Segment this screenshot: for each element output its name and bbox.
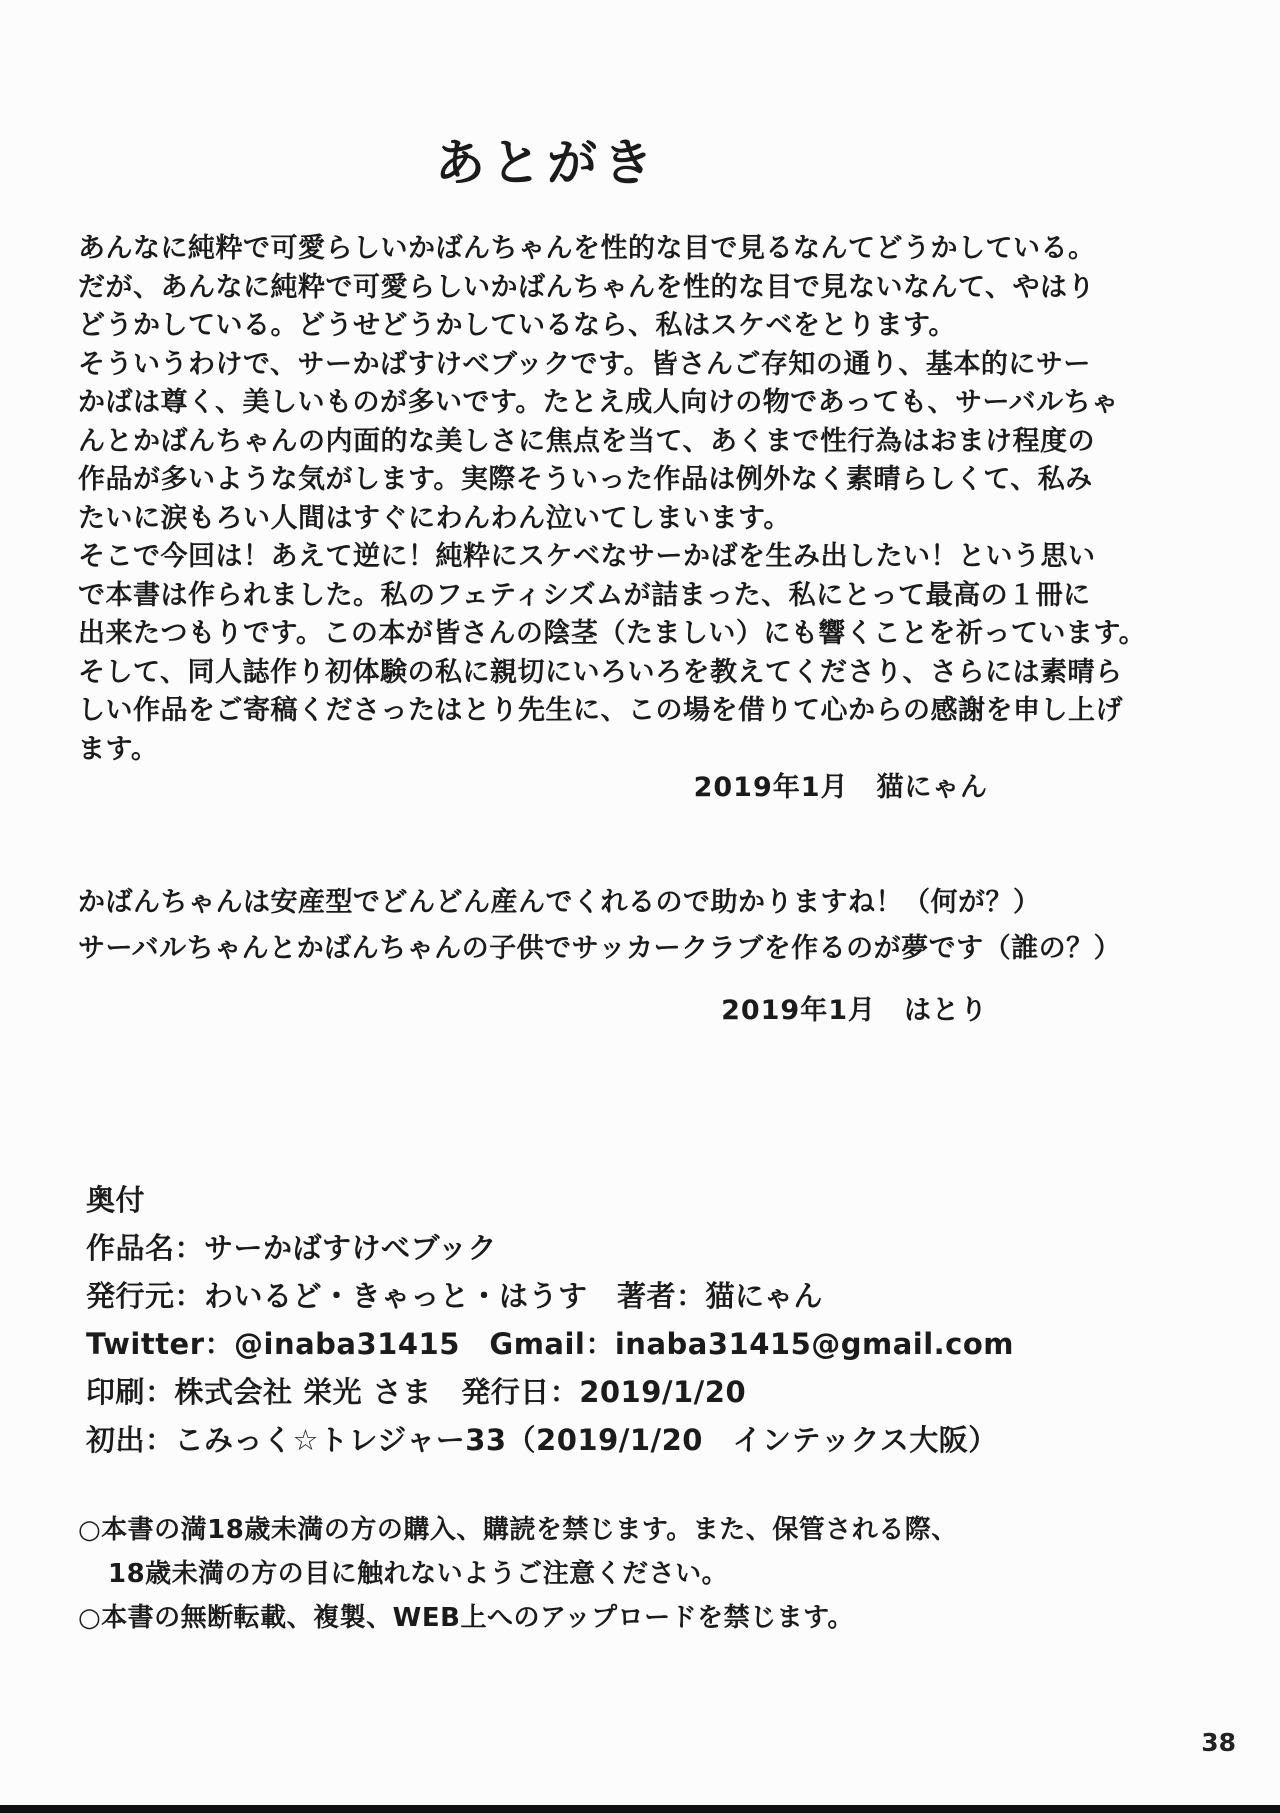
colophon	[78, 1176, 1016, 1464]
afterword-line: そういうわけで、サーかばすけべブックです。皆さんご存知の通り、基本的にサー	[78, 348, 1091, 380]
page-content	[78, 0, 1147, 1640]
afterword-line: んとかばんちゃんの内面的な美しさに焦点を当て、あくまで性行為はおまけ程度の	[78, 425, 1095, 457]
afterword-paragraph	[78, 230, 1147, 769]
afterword-line: そして、同人誌作り初体験の私に親切にいろいろを教えてくださり、さらには素晴ら	[78, 656, 1123, 688]
afterword-line: しい作品をご寄稿くださったはとり先生に、この場を借りて心からの感謝を申し上げ	[78, 695, 1123, 726]
afterword-line: 出来たつもりです。この本が皆さんの陰茎（たましい）にも響くことを祈っています。	[78, 618, 1147, 649]
guest-note-line: サーバルちゃんとかばんちゃんの子供でサッカークラブを作るのが夢です（誰の？）	[78, 932, 1122, 964]
colophon-line-publisher: 発行元：わいるど・きゃっと・はうす 著者：猫にゃん	[86, 1278, 823, 1313]
notice-line: 18歳未満の方の目に触れないようご注意ください。	[108, 1558, 729, 1589]
afterword-line: だが、あんなに純粋で可愛らしいかばんちゃんを性的な目で見ないなんて、やはり	[78, 271, 1095, 303]
afterword-line: で本書は作られました。私のフェティシズムが詰まった、私にとって最高の１冊に	[78, 579, 1091, 611]
author-signature: 2019年1月 猫にゃん	[693, 772, 988, 803]
colophon-line-debut: 初出：こみっく☆トレジャー33（2019/1/20 インテックス大阪）	[86, 1422, 998, 1457]
guest-note	[78, 880, 1122, 972]
guest-signature: 2019年1月 はとり	[721, 994, 988, 1026]
colophon-line-printer: 印刷：株式会社 栄光 さま 発行日：2019/1/20	[86, 1374, 747, 1409]
afterword-line: そこで今回は！あえて逆に！純粋にスケベなサーかばを生み出したい！という思い	[78, 541, 1096, 572]
notice-line: ○本書の満18歳未満の方の購入、購読を禁じます。また、保管される際、	[78, 1514, 958, 1545]
afterword-line: かばは尊く、美しいものが多いです。たとえ成人向けの物であっても、サーバルちゃ	[78, 387, 1119, 418]
afterword-line: ます。	[78, 733, 159, 765]
page-title: あとがき	[435, 134, 659, 192]
notices	[78, 1508, 1016, 1640]
colophon-heading: 奥付	[86, 1182, 146, 1217]
colophon-line-contact: Twitter：@inaba31415 Gmail：inaba31415@gmail.com	[86, 1326, 1015, 1361]
scan-edge-strip	[0, 1805, 1280, 1813]
notice-line: ○本書の無断転載、複製、WEB上へのアップロードを禁じます。	[78, 1602, 855, 1633]
colophon-line-title: 作品名：サーかばすけべブック	[86, 1230, 497, 1265]
afterword-line: 作品が多いような気がします。実際そういった作品は例外なく素晴らしくて、私み	[78, 464, 1093, 495]
page-number: 38	[1201, 1728, 1236, 1757]
afterword-line: どうかしている。どうせどうかしているなら、私はスケベをとります。	[78, 310, 956, 341]
afterword-line: たいに涙もろい人間はすぐにわんわん泣いてしまいます。	[78, 502, 791, 534]
guest-note-line: かばんちゃんは安産型でどんどん産んでくれるので助かりますね！（何が？）	[78, 886, 1041, 918]
afterword-line: あんなに純粋で可愛らしいかばんちゃんを性的な目で見るなんてどうかしている。	[78, 233, 1096, 264]
